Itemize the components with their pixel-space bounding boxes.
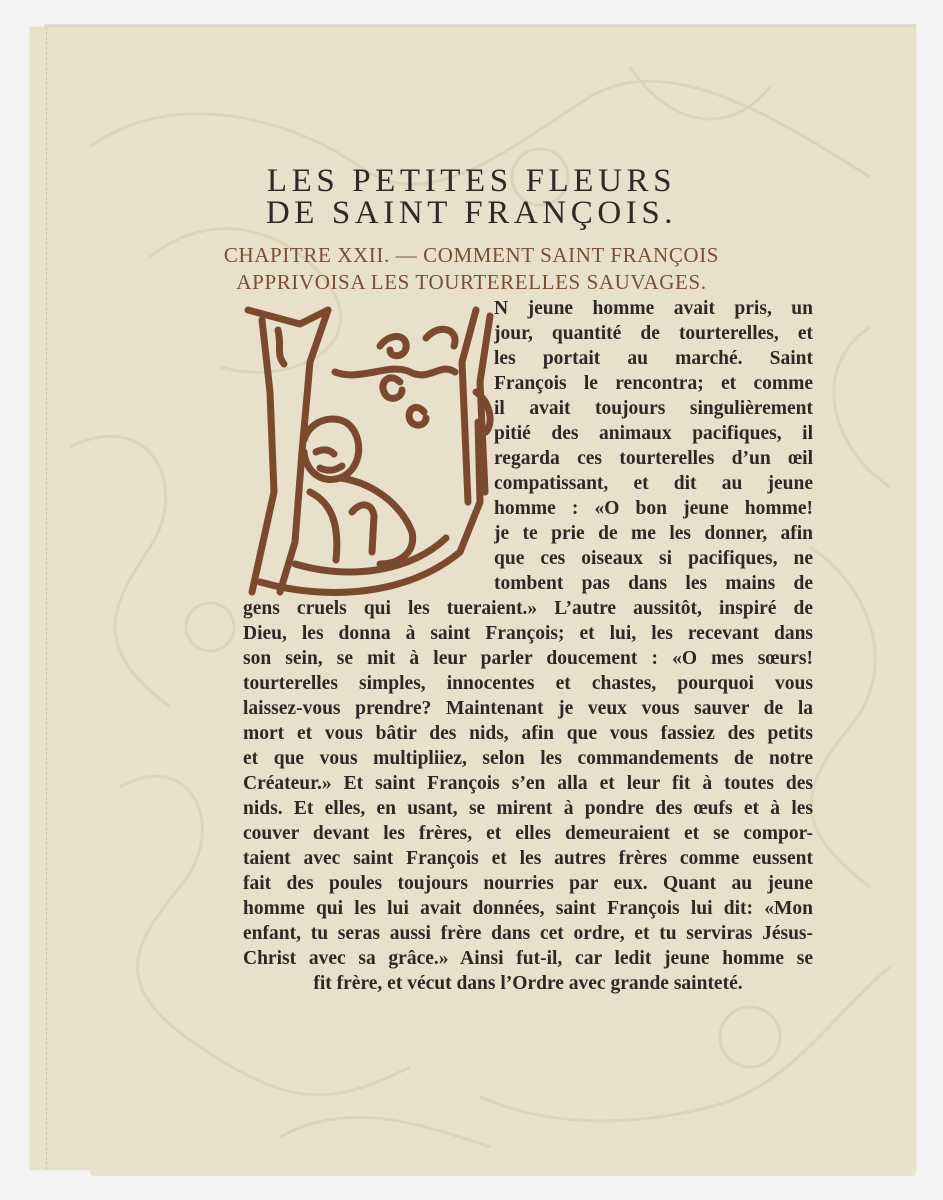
body-text-line: gens cruels qui les tueraient.» L’autre aussitôt, inspiré de xyxy=(243,598,813,619)
deckle-edge-bottom xyxy=(90,1169,916,1176)
body-text-line: nids. Et elles, en usant, se mirent à pondre des œufs et à les xyxy=(243,798,813,819)
body-text-line: taient avec saint François et les autres frères comme eussent xyxy=(243,848,813,869)
chapter-heading-line-1: CHAPITRE XXII. — COMMENT SAINT FRANÇOIS xyxy=(223,243,720,267)
body-text-line: et que vous multipliiez, selon les commandements de notre xyxy=(243,748,813,769)
body-text-line: couver devant les frères, et elles demeuraient et se compor- xyxy=(243,823,813,844)
body-text-line: compatissant, et dit au jeune xyxy=(494,473,813,494)
body-text-line: laissez-vous prendre? Maintenant je veux vous sauver de la xyxy=(243,698,813,719)
body-text-line: tombent pas dans les mains de xyxy=(494,573,813,594)
illuminated-initial-u-icon xyxy=(240,302,498,600)
body-text-line: Dieu, les donna à saint François; et lui, les recevant dans xyxy=(243,623,813,644)
body-text-line: N jeune homme avait pris, un xyxy=(494,298,813,319)
body-text-line: il avait toujours singulièrement xyxy=(494,398,813,419)
body-text-line: tourterelles simples, innocentes et chastes, pourquoi vous xyxy=(243,673,813,694)
body-text-line: Créateur.» Et saint François s’en alla et leur fit à toutes des xyxy=(243,773,813,794)
book-title-line-1: LES PETITES FLEURS xyxy=(266,163,677,199)
book-title-line-2: DE SAINT FRANÇOIS. xyxy=(265,195,678,231)
body-text-line: je te prie de me les donner, afin xyxy=(494,523,813,544)
body-text-line: mort et vous bâtir des nids, afin que vous fassiez des petits xyxy=(243,723,813,744)
body-text-line: homme qui les lui avait données, saint François lui dit: «Mon xyxy=(243,898,813,919)
body-text-line: Christ avec sa grâce.» Ainsi fut-il, car ledit jeune homme se xyxy=(243,948,813,969)
body-text-line: jour, quantité de tourterelles, et xyxy=(494,323,813,344)
body-text-line: pitié des animaux pacifiques, il xyxy=(494,423,813,444)
body-text-line: son sein, se mit à leur parler doucement : «O mes sœurs! xyxy=(243,648,813,669)
body-text-line: regarda ces tourterelles d’un œil xyxy=(494,448,813,469)
body-text-line: enfant, tu seras aussi frère dans cet ordre, et tu serviras Jésus- xyxy=(243,923,813,944)
body-text-line: fait des poules toujours nourries par eux. Quant au jeune xyxy=(243,873,813,894)
body-text-line: les portait au marché. Saint xyxy=(494,348,813,369)
body-text-line: fit frère, et vécut dans l’Ordre avec grande sainteté. xyxy=(313,973,743,994)
chapter-heading-line-2: APPRIVOISA LES TOURTERELLES SAUVAGES. xyxy=(236,270,707,294)
body-text-line: François le rencontra; et comme xyxy=(494,373,813,394)
body-text-line: que ces oiseaux si pacifiques, ne xyxy=(494,548,813,569)
body-text-line: homme : «O bon jeune homme! xyxy=(494,498,813,519)
